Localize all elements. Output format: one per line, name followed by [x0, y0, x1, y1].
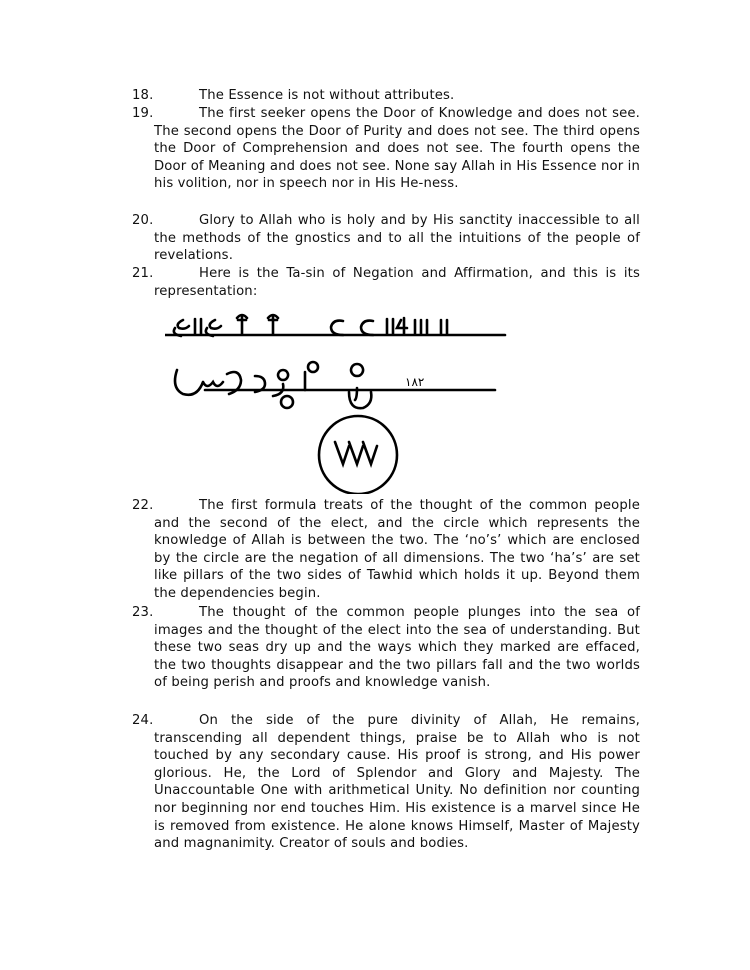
- paragraph-number: 21.: [132, 266, 154, 281]
- tasin-figure: [165, 312, 545, 494]
- paragraph-number: 19.: [132, 106, 154, 121]
- paragraph-text: Here is the Ta-sin of Negation and Affirmation, and this is its representation:: [154, 266, 640, 299]
- paragraph-20: [132, 212, 640, 265]
- paragraph-19: [132, 105, 640, 193]
- paragraph-number: 23.: [132, 605, 154, 620]
- paragraph-23: [132, 604, 640, 692]
- paragraph-text: The Essence is not without attributes.: [199, 88, 455, 103]
- paragraph-text: The first formula treats of the thought of the common people and the second of the elect, and the circle which represents the knowledge of Allah is between the two. The ‘no’s’ which are enclosed by the circle are the negation of all dimensions. The two ‘ha’s’ are set like pillars of the two sides of Tawhid which holds it up. Beyond them the dependencies begin.: [154, 498, 640, 601]
- paragraph-text: The thought of the common people plunges into the sea of images and the thought of the elect into the sea of understanding. But these two seas dry up and the ways which they marked are effaced, the two thoughts disappear and the two pillars fall and the two worlds of being perish and proofs and knowledge vanish.: [154, 605, 640, 691]
- svg-text:١٨٢: ١٨٢: [405, 375, 425, 389]
- paragraph-number: 20.: [132, 213, 154, 228]
- paragraph-number: 22.: [132, 498, 154, 513]
- paragraph-text: Glory to Allah who is holy and by His sanctity inaccessible to all the methods of the gnostics and to all the intuitions of the people of revelations.: [154, 213, 640, 264]
- paragraph-text: On the side of the pure divinity of Allah, He remains, transcending all dependent things, praise be to Allah who is not touched by any secondary cause. His proof is strong, and His power glorious. He, the Lord of Splendor and Glory and Majesty. The Unaccountable One with arithmetical Unity. No definition nor counting nor beginning nor end touches Him. His existence is a marvel since He is removed from existence. He alone knows Himself, Master of Majesty and magnanimity. Creator of souls and bodies.: [154, 713, 640, 852]
- negation-affirmation-diagram: [165, 312, 545, 494]
- paragraph-18: [132, 87, 640, 105]
- paragraph-number: 18.: [132, 88, 154, 103]
- paragraph-21: [132, 265, 640, 300]
- paragraph-22: [132, 497, 640, 603]
- paragraph-number: 24.: [132, 713, 154, 728]
- paragraph-text: The first seeker opens the Door of Knowledge and does not see. The second opens the Door of Purity and does not see. The third opens the Door of Comprehension and does not see. The fourth opens the Door of Meaning and does not see. None say Allah in His Essence nor in his volition, nor in speech nor in His He-ness.: [154, 106, 640, 192]
- paragraph-24: [132, 712, 640, 853]
